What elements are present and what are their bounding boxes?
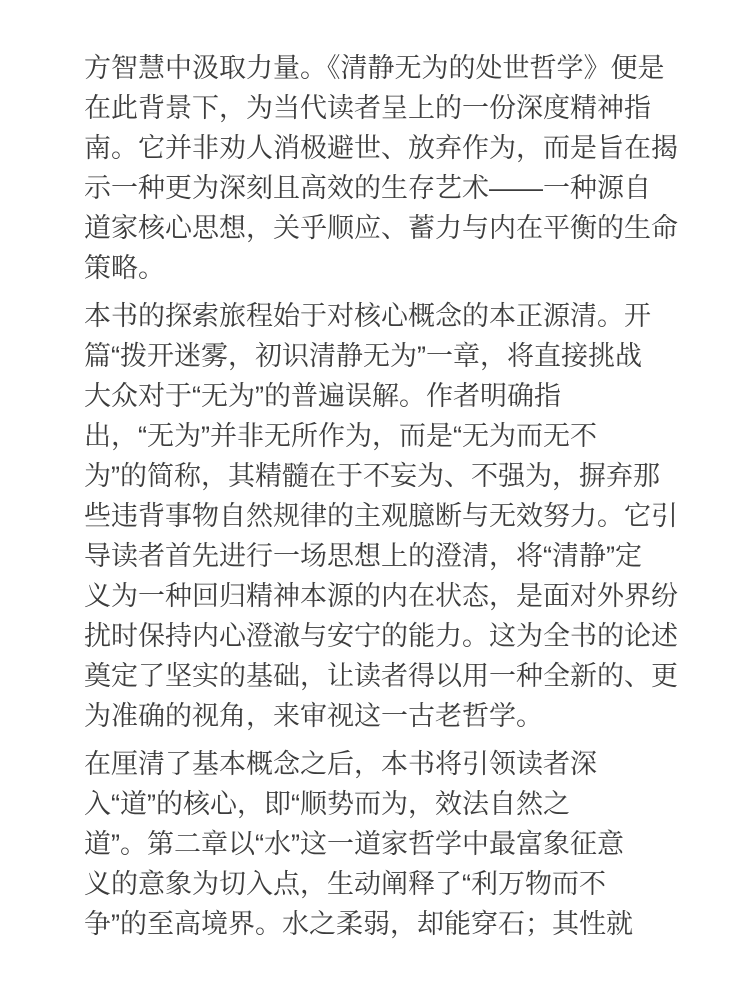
text-line: 策略。 bbox=[84, 253, 165, 283]
text-line: 本书的探索旅程始于对核心概念的本正源清。开 bbox=[84, 301, 651, 331]
text-line: 导读者首先进行一场思想上的澄清，将“清静”定 bbox=[84, 541, 642, 571]
text-line: 奠定了坚实的基础，让读者得以用一种全新的、更 bbox=[84, 661, 678, 691]
text-line: 扰时保持内心澄澈与安宁的能力。这为全书的论述 bbox=[84, 621, 678, 651]
text-line: 出，“无为”并非无所作为，而是“无为而无不 bbox=[84, 421, 597, 451]
text-line: 些违背事物自然规律的主观臆断与无效努力。它引 bbox=[84, 501, 678, 531]
text-line: 为准确的视角，来审视这一古老哲学。 bbox=[84, 701, 543, 731]
text-line: 义的意象为切入点，生动阐释了“利万物而不 bbox=[84, 869, 606, 899]
text-line: 为”的简称，其精髓在于不妄为、不强为，摒弃那 bbox=[84, 461, 660, 491]
text-line: 入“道”的核心，即“顺势而为，效法自然之 bbox=[84, 789, 570, 819]
paragraph-intro bbox=[84, 48, 690, 288]
paragraph-chapter-one bbox=[84, 296, 690, 736]
text-line: 道”。第二章以“水”这一道家哲学中最富象征意 bbox=[84, 829, 624, 859]
text-line: 篇“拨开迷雾，初识清静无为”一章，将直接挑战 bbox=[84, 341, 642, 371]
paragraph-chapter-two bbox=[84, 744, 690, 944]
text-line: 大众对于“无为”的普遍误解。作者明确指 bbox=[84, 381, 561, 411]
text-line: 义为一种回归精神本源的内在状态，是面对外界纷 bbox=[84, 581, 678, 611]
text-line: 方智慧中汲取力量。《清静无为的处世哲学》便是 bbox=[84, 53, 665, 83]
text-line: 在厘清了基本概念之后，本书将引领读者深 bbox=[84, 749, 597, 779]
text-line: 南。它并非劝人消极避世、放弃作为，而是旨在揭 bbox=[84, 133, 678, 163]
text-line: 道家核心思想，关乎顺应、蓄力与内在平衡的生命 bbox=[84, 213, 678, 243]
text-line: 争”的至高境界。水之柔弱，却能穿石；其性就 bbox=[84, 909, 633, 939]
text-line: 示一种更为深刻且高效的生存艺术——一种源自 bbox=[84, 173, 651, 203]
text-line: 在此背景下，为当代读者呈上的一份深度精神指 bbox=[84, 93, 651, 123]
